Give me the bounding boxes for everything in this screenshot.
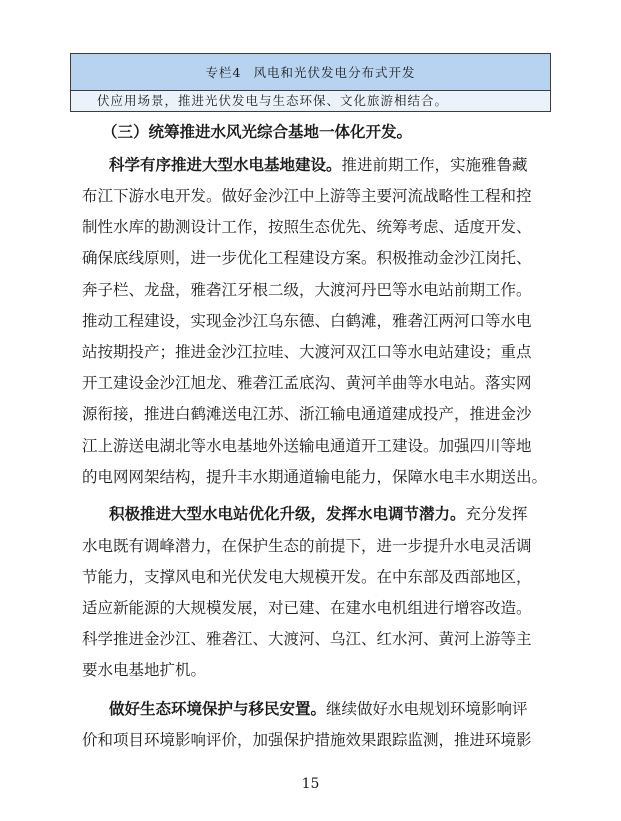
paragraph-line: 源衔接，推进白鹤滩送电江苏、浙江输电通道建成投产，推进金沙 bbox=[82, 405, 532, 423]
paragraph-line: 的电网网架结构，提升丰水期通道输电能力，保障水电丰水期送出。 bbox=[82, 468, 548, 486]
special-column-body: 伏应用场景，推进光伏发电与生态环保、文化旅游相结合。 bbox=[71, 91, 550, 111]
special-column-label: 专栏4 bbox=[205, 65, 242, 80]
paragraph-line: 水电既有调峰潜力，在保护生态的前提下，进一步提升水电灵活调 bbox=[82, 537, 532, 555]
paragraph-line: 要水电基地扩机。 bbox=[82, 661, 207, 679]
paragraph-line: 科学有序推进大型水电基地建设。推进前期工作，实施雅鲁藏 bbox=[109, 155, 528, 174]
paragraph-line: 奔子栏、龙盘，雅砻江牙根二级，大渡河丹巴等水电站前期工作。 bbox=[82, 281, 532, 299]
paragraph-line: 开工建设金沙江旭龙、雅砻江孟底沟、黄河羊曲等水电站。落实网 bbox=[82, 374, 532, 392]
paragraph-line: 积极推进大型水电站优化升级，发挥水电调节潜力。充分发挥 bbox=[109, 504, 528, 523]
paragraph-line: 价和项目环境影响评价，加强保护措施效果跟踪监测，推进环境影 bbox=[82, 731, 532, 749]
special-column-header bbox=[71, 54, 550, 91]
page-number: 15 bbox=[301, 776, 320, 792]
paragraph-line: 制性水库的勘测设计工作，按照生态优先、统筹考虑、适度开发、 bbox=[82, 218, 532, 236]
paragraph-line: 科学推进金沙江、雅砻江、大渡河、乌江、红水河、黄河上游等主 bbox=[82, 630, 532, 648]
paragraph-line: 站按期投产；推进金沙江拉哇、大渡河双江口等水电站建设；重点 bbox=[82, 343, 532, 361]
special-column-title: 风电和光伏发电分布式开发 bbox=[253, 65, 416, 80]
paragraph-line: 做好生态环境保护与移民安置。继续做好水电规划环境影响评 bbox=[109, 699, 528, 718]
paragraph-line: 推动工程建设，实现金沙江乌东德、白鹤滩，雅砻江两河口等水电 bbox=[82, 312, 532, 330]
paragraph-line: 确保底线原则，进一步优化工程建设方案。积极推动金沙江岗托、 bbox=[82, 249, 532, 267]
paragraph-line: 节能力，支撑风电和光伏发电大规模开发。在中东部及西部地区， bbox=[82, 568, 532, 586]
paragraph-line: 江上游送电湖北等水电基地外送输电通道开工建设。加强四川等地 bbox=[82, 437, 532, 455]
paragraph-line: 适应新能源的大规模发展，对已建、在建水电机组进行增容改造。 bbox=[82, 599, 532, 617]
special-column-box bbox=[70, 53, 551, 112]
section-heading: （三）统筹推进水风光综合基地一体化开发。 bbox=[102, 122, 413, 141]
paragraph-line: 布江下游水电开发。做好金沙江中上游等主要河流战略性工程和控 bbox=[82, 187, 532, 205]
